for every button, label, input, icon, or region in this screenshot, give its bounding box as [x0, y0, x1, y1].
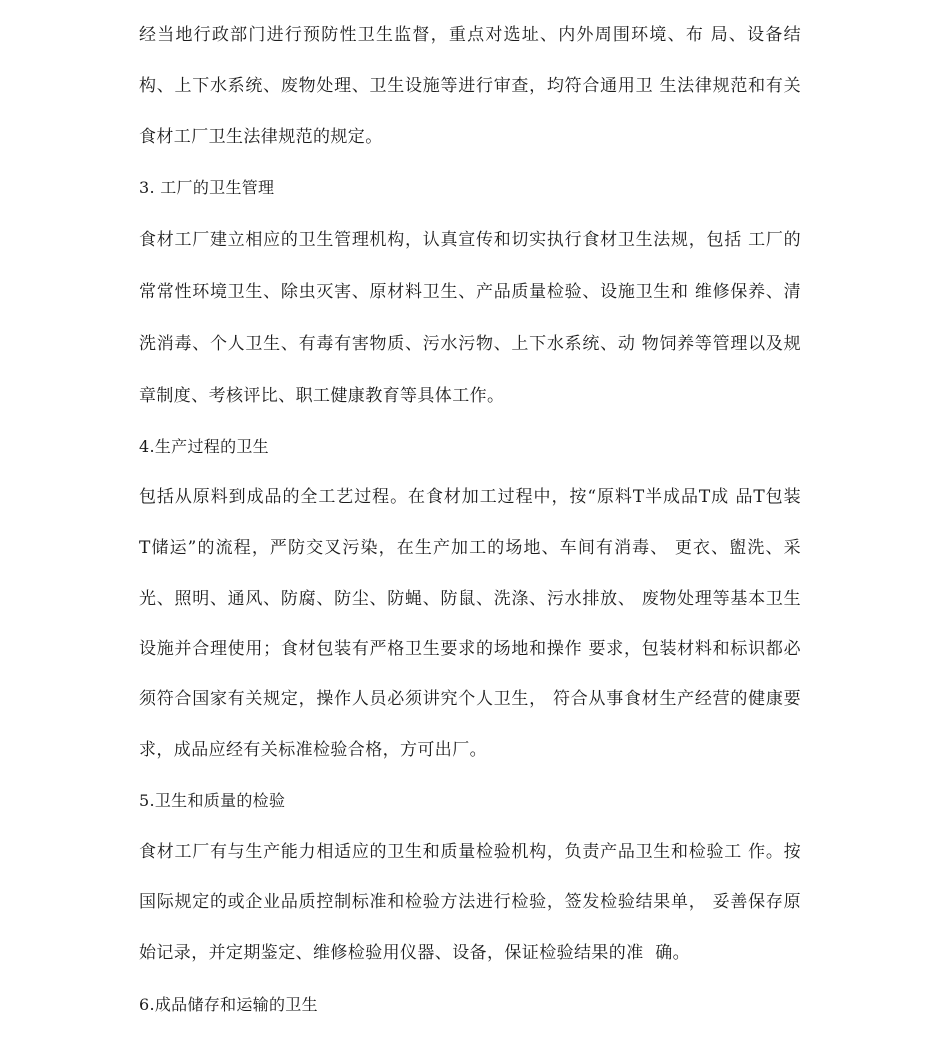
text-line: 光、照明、通风、防腐、防尘、防蝇、防鼠、洗涤、污水排放、 废物处理等基本卫生 — [139, 589, 801, 609]
text-line: 食材工厂有与生产能力相适应的卫生和质量检验机构，负责产品卫生和检验工 作。按 — [139, 842, 801, 862]
text-line: 求，成品应经有关标准检验合格，方可出厂。 — [139, 740, 487, 760]
text-line: 国际规定的或企业品质控制标准和检验方法进行检验，签发检验结果单， 妥善保存原 — [139, 892, 801, 912]
text-line: 包括从原料到成品的全工艺过程。在食材加工过程中，按“原料T半成品T成 品T包装 — [139, 487, 801, 507]
text-line: 须符合国家有关规定，操作人员必须讲究个人卫生， 符合从事食材生产经营的健康要 — [139, 689, 801, 709]
text-line: 设施并合理使用；食材包装有严格卫生要求的场地和操作 要求，包装材料和标识都必 — [139, 639, 801, 659]
section-heading: 6.成品储存和运输的卫生 — [139, 995, 318, 1014]
text-line: 经当地行政部门进行预防性卫生监督，重点对选址、内外周围环境、布 局、设备结 — [139, 25, 801, 45]
section-heading: 3. 工厂的卫生管理 — [139, 178, 275, 197]
text-line: 洗消毒、个人卫生、有毒有害物质、污水污物、上下水系统、动 物饲养等管理以及规 — [139, 334, 801, 354]
text-line: 常常性环境卫生、除虫灭害、原材料卫生、产品质量检验、设施卫生和 维修保养、清 — [139, 282, 801, 302]
text-line: 食材工厂建立相应的卫生管理机构，认真宣传和切实执行食材卫生法规，包括 工厂的 — [139, 230, 801, 250]
text-line: T储运”的流程，严防交叉污染，在生产加工的场地、车间有消毒、 更衣、盥洗、采 — [139, 538, 801, 558]
section-heading: 4.生产过程的卫生 — [139, 437, 269, 456]
section-heading: 5.卫生和质量的检验 — [139, 791, 286, 810]
text-line: 章制度、考核评比、职工健康教育等具体工作。 — [139, 386, 505, 406]
text-line: 构、上下水系统、废物处理、卫生设施等进行审查，均符合通用卫 生法律规范和有关 — [139, 76, 801, 96]
text-line: 始记录，并定期鉴定、维修检验用仪器、设备，保证检验结果的准 确。 — [139, 943, 691, 963]
text-line: 食材工厂卫生法律规范的规定。 — [139, 127, 383, 147]
